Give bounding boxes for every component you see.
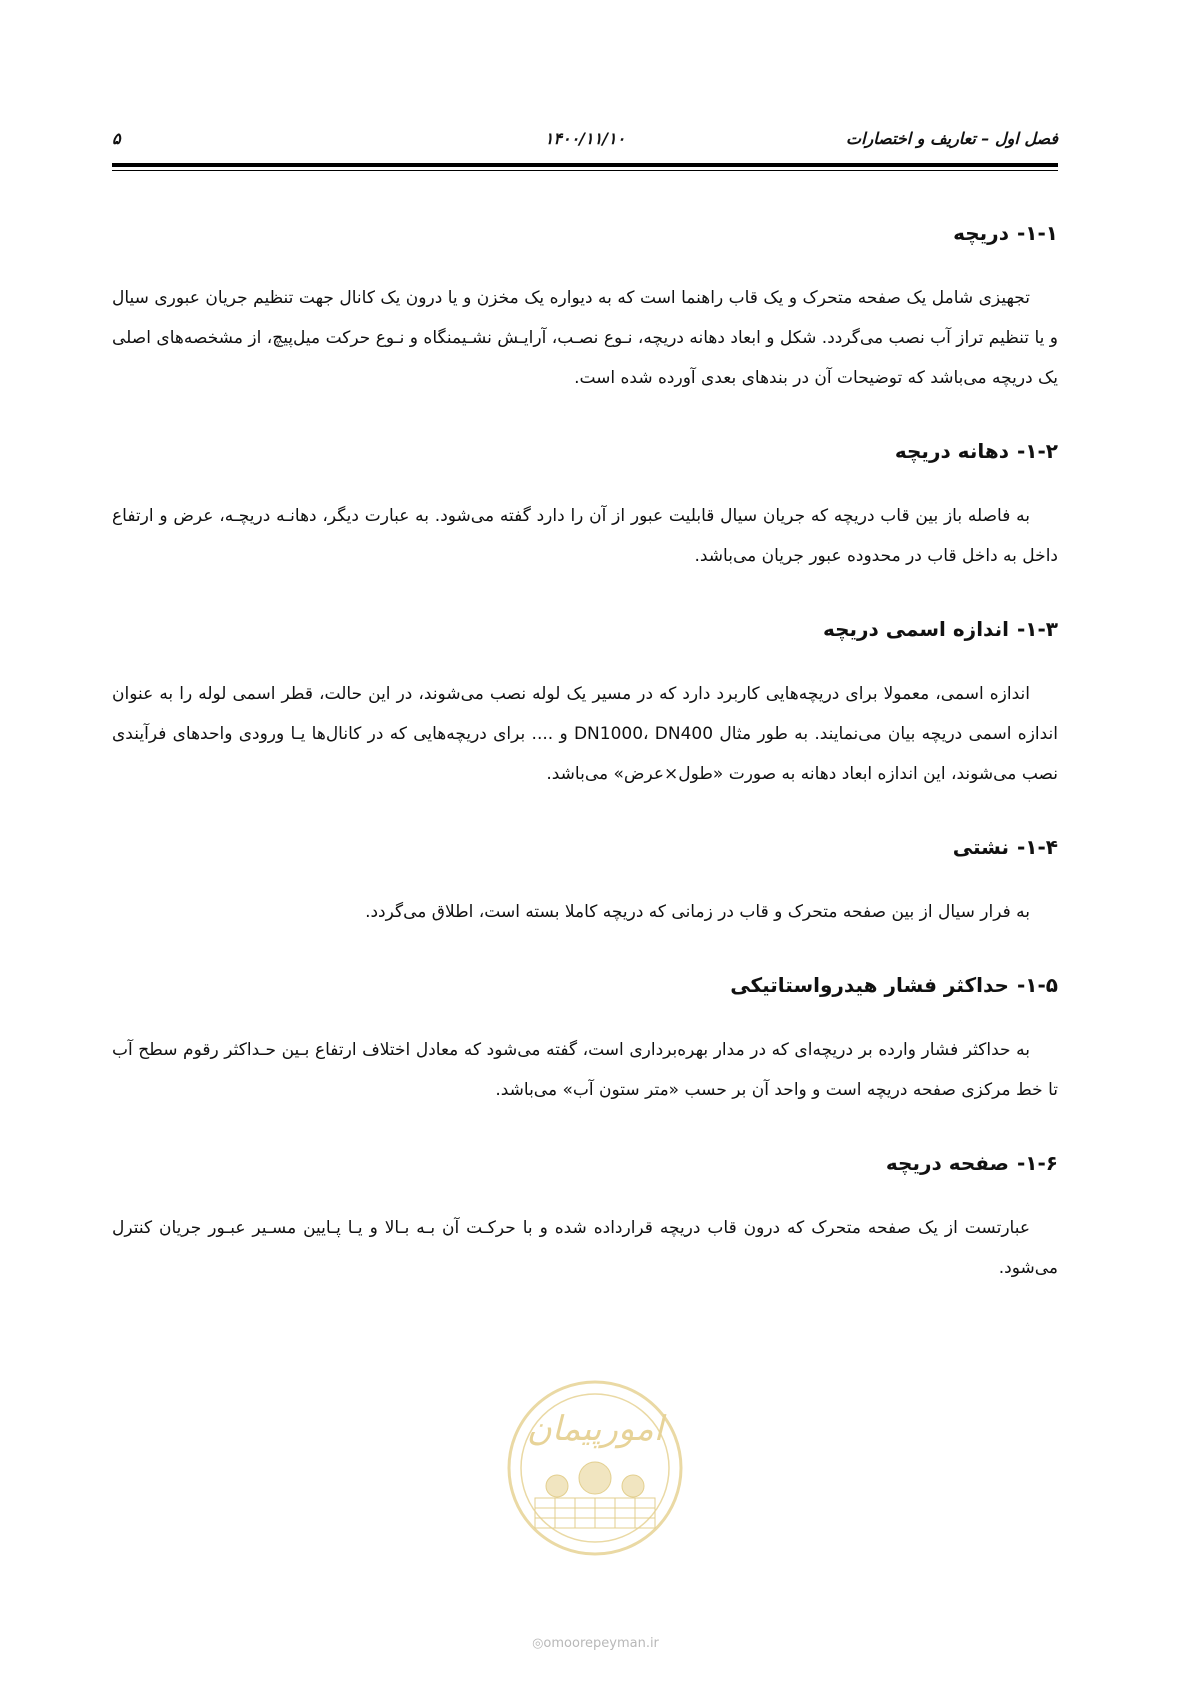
section-title: دریچه <box>953 221 1009 245</box>
seal-logo-icon <box>505 1378 685 1558</box>
section-heading <box>112 832 1058 862</box>
section-heading <box>112 970 1058 1000</box>
section-heading <box>112 614 1058 644</box>
section-title: صفحه دریچه <box>885 1151 1009 1175</box>
section-title: نشتی <box>952 835 1009 859</box>
section-title: اندازه اسمی دریچه <box>822 617 1009 641</box>
section-paragraph: عبارتست از یک صفحه متحرک که درون قاب دریچه قرارداده شده و با حرکـت آن بـه بـالا و یـا پـایین مسـیر عبـور جریان کنترل می‌شود. <box>112 1218 1058 1278</box>
section-gate-opening <box>112 436 1058 576</box>
at-icon: ◎ <box>532 1636 544 1651</box>
footer-url <box>0 1636 1191 1651</box>
section-number: ۱-۶- <box>1016 1151 1058 1175</box>
section-number: ۱-۳- <box>1016 617 1058 641</box>
footer-url-text: omoorepeyman.ir <box>543 1636 659 1651</box>
section-paragraph: تجهیزی شامل یک صفحه متحرک و یک قاب راهنما است که به دیواره یک مخزن و یا درون یک کانال جهت تنظیم جریان عبوری سیال و یا تنظیم تراز آب نصب می‌گردد. شکل و ابعاد دهانه دریچه، نـوع نصـب، آرایـش نشـیمنگاه و نـوع حرکت میل‌پیچ، از مشخصه‌های اصلی یک دریچه می‌باشد که توضیحات آن در بندهای بعدی آورده شده است. <box>112 288 1058 388</box>
section-paragraph: به فرار سیال از بین صفحه متحرک و قاب در زمانی که دریچه کاملا بسته است، اطلاق می‌گردد. <box>365 902 1030 922</box>
section-gate-plate <box>112 1148 1058 1288</box>
section-number: ۱-۲- <box>1016 439 1058 463</box>
section-number: ۱-۵- <box>1016 973 1058 997</box>
section-paragraph: به فاصله باز بین قاب دریچه که جریان سیال قابلیت عبور از آن را دارد گفته می‌شود. به عبارت دیگر، دهانـه دریچـه، عرض و ارتفاع داخل به داخل قاب در محدوده عبور جریان می‌باشد. <box>112 506 1058 566</box>
watermark-logo-text: امورپیمان <box>526 1409 664 1449</box>
section-heading <box>112 1148 1058 1178</box>
section-heading <box>112 436 1058 466</box>
page-content <box>112 200 1058 1326</box>
section-number: ۱-۱- <box>1016 221 1058 245</box>
section-title: دهانه دریچه <box>894 439 1009 463</box>
section-number: ۱-۴- <box>1016 835 1058 859</box>
chapter-title: فصل اول – تعاریف و اختصارات <box>846 129 1058 148</box>
section-paragraph: اندازه اسمی، معمولا برای دریچه‌هایی کاربرد دارد که در مسیر یک لوله نصب می‌شوند، در این حالت، قطر اسمی لوله را به عنوان اندازه اسمی دریچه بیان می‌نمایند. به طور مثال DN1000، DN400 و .... برای دریچه‌هایی که در کانال‌ها یـا ورودی واحدهای فرآیندی نصب می‌شوند، این اندازه ابعاد دهانه به صورت «طول×عرض» می‌باشد. <box>112 684 1059 784</box>
section-paragraph: به حداکثر فشار وارده بر دریچه‌ای که در مدار بهره‌برداری است، گفته می‌شود که معادل اختلاف ارتفاع بـین حـداکثر رقوم سطح آب تا خط مرکزی صفحه دریچه است و واحد آن بر حسب «متر ستون آب» می‌باشد. <box>112 1040 1058 1100</box>
section-heading <box>112 218 1058 248</box>
section-max-pressure <box>112 970 1058 1110</box>
header-rule-thin <box>112 170 1058 171</box>
section-gate <box>112 218 1058 398</box>
section-title: حداکثر فشار هیدرواستاتیکی <box>730 973 1009 997</box>
section-leakage <box>112 832 1058 932</box>
header-date: ۱۴۰۰/۱۱/۱۰ <box>544 129 626 148</box>
header-rule-thick <box>112 163 1058 167</box>
page-header <box>112 128 1058 160</box>
section-nominal-size <box>112 614 1058 794</box>
page-number: ۵ <box>112 129 121 148</box>
